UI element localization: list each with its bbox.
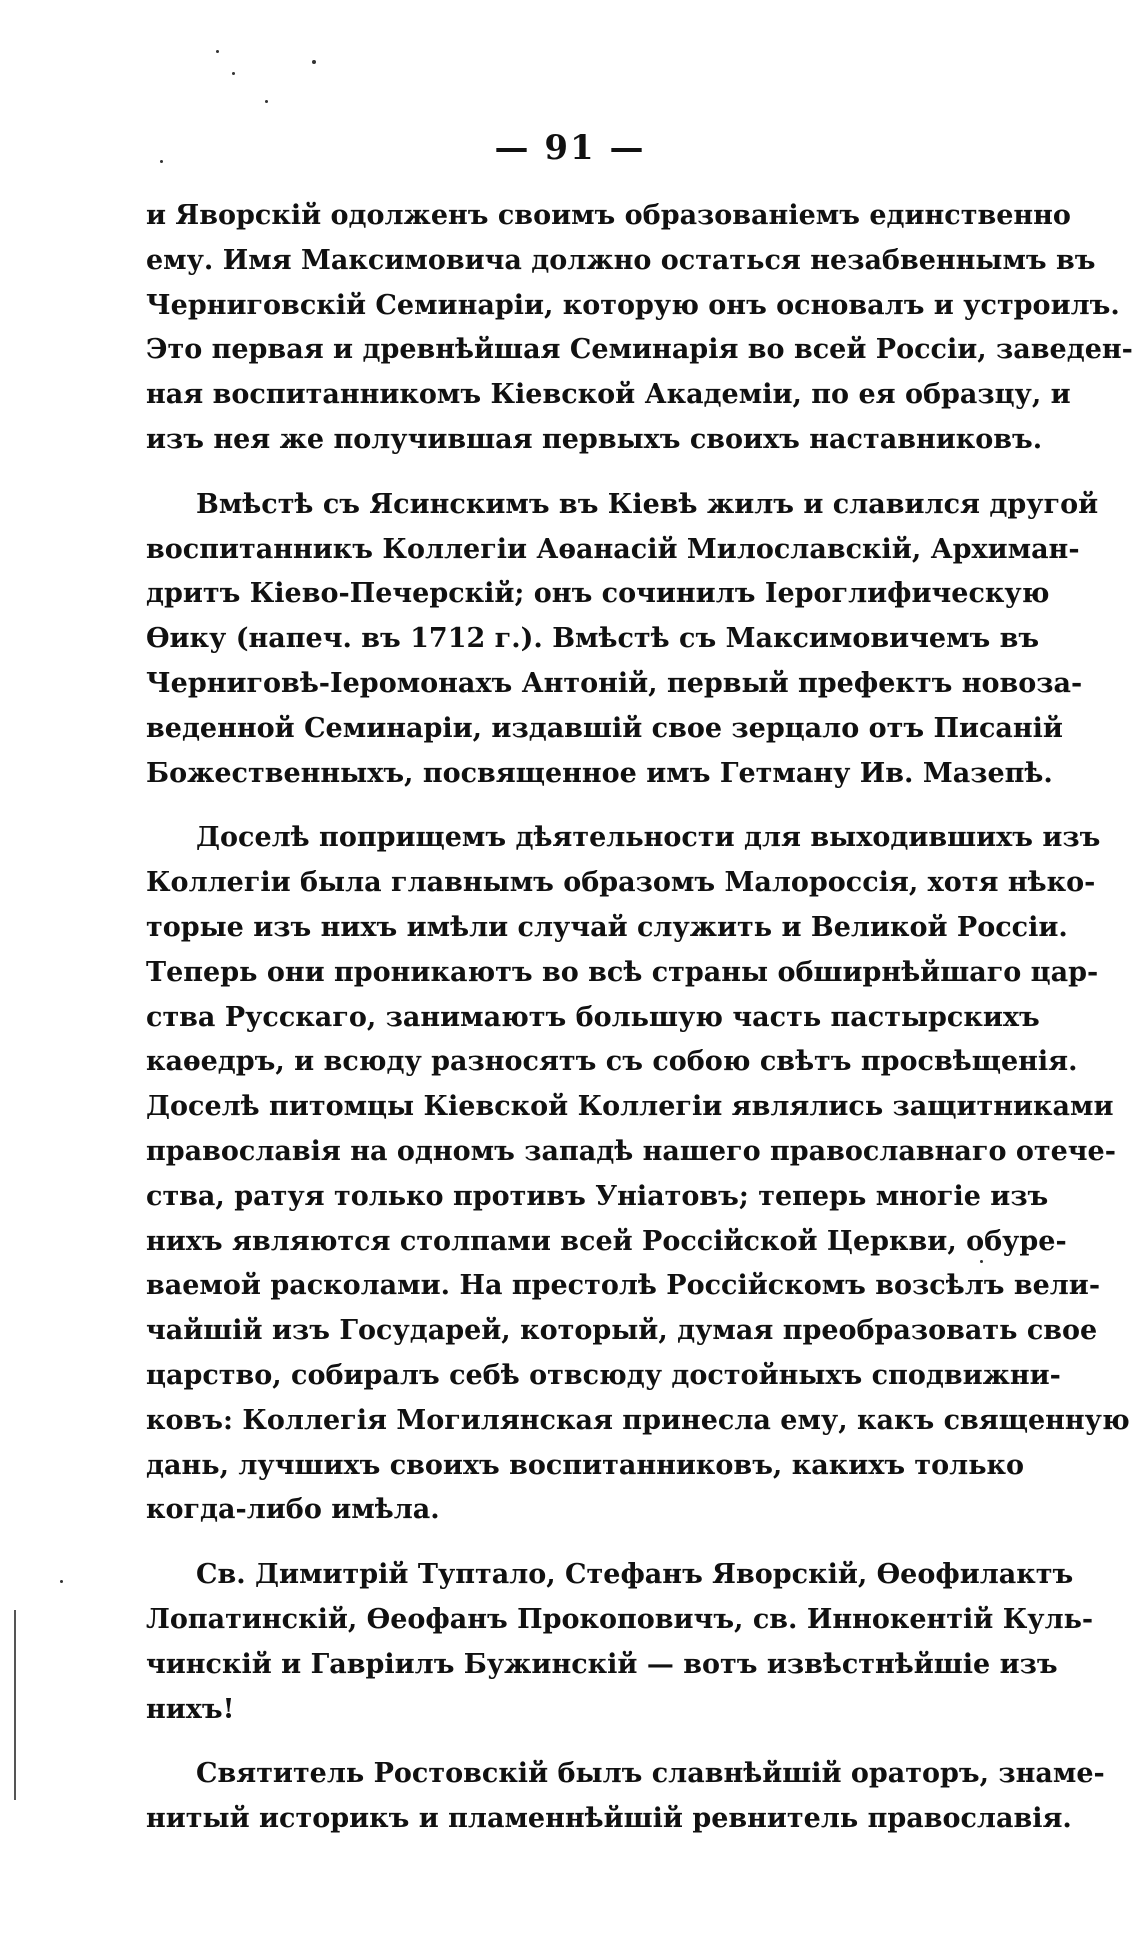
text-line: православія на одномъ западѣ нашего православнаго отече- (146, 1135, 1116, 1167)
scan-speck (232, 72, 235, 75)
text-line: чинскій и Гавріилъ Бужинскій — вотъ извѣстнѣйшіе изъ (146, 1648, 1058, 1680)
text-line: Черниговѣ-Іеромонахъ Антоній, первый префектъ новоза- (146, 667, 1083, 699)
scan-speck (160, 160, 163, 163)
text-line: Вмѣстѣ съ Ясинскимъ въ Кіевѣ жилъ и славился другой (196, 488, 1099, 520)
paragraph (146, 1553, 1094, 1732)
text-line: и Яворскій одолженъ своимъ образованіемъ единственно (146, 200, 1071, 231)
paragraph (146, 483, 1099, 797)
page-number: — 91 — (494, 128, 646, 168)
text-line: Это первая и древнѣйшая Семинарія во всей Россіи, заведен- (146, 334, 1133, 366)
paragraph-gap (146, 463, 974, 483)
text-line: нитый историкъ и пламеннѣйшій ревнитель православія. (146, 1803, 1072, 1835)
text-line: чайшій изъ Государей, который, думая преобразовать свое (146, 1315, 1098, 1347)
text-line: ковъ: Коллегія Могилянская принесла ему, какъ священную (146, 1404, 1130, 1436)
text-line: Св. Димитрій Туптало, Стефанъ Яворскій, Ѳеофилактъ (196, 1559, 1074, 1591)
paragraph (146, 194, 1133, 463)
text-line: Святитель Ростовскій былъ славнѣйшій ораторъ, знаме- (196, 1758, 1105, 1790)
text-line: Божественныхъ, посвященное имъ Гетману Ив. Мазепѣ. (146, 757, 1053, 789)
text-line: ему. Имя Максимовича должно остаться незабвеннымъ въ (146, 244, 1096, 276)
text-line: Коллегіи была главнымъ образомъ Малороссія, хотя нѣко- (146, 867, 1096, 899)
text-line: изъ нея же получившая первыхъ своихъ наставниковъ. (146, 423, 1043, 455)
text-line: нихъ! (146, 1693, 235, 1725)
scan-speck (265, 100, 268, 103)
text-line: дритъ Кіево-Печерскій; онъ сочинилъ Іероглифическую (146, 578, 1050, 610)
body-text (146, 194, 1133, 1842)
scan-speck (312, 60, 316, 64)
text-line: когда-либо имѣла. (146, 1494, 440, 1526)
text-line: ная воспитанникомъ Кіевской Академіи, по ея образцу, и (146, 379, 1071, 411)
text-line: Ѳику (напеч. въ 1712 г.). Вмѣстѣ съ Максимовичемъ въ (146, 623, 1040, 655)
text-line: нихъ являются столпами всей Россійской Церкви, обуре- (146, 1225, 1067, 1257)
text-line: ваемой расколами. На престолѣ Россійскомъ возсѣлъ вели- (146, 1270, 1101, 1302)
text-line: веденной Семинаріи, издавшій свое зерцало отъ Писаній (146, 712, 1063, 744)
text-line: ства, ратуя только противъ Уніатовъ; теперь многіе изъ (146, 1180, 1049, 1212)
paragraph-gap (146, 1533, 974, 1553)
scan-speck (216, 50, 219, 53)
text-line: каѳедръ, и всюду разносятъ съ собою свѣтъ просвѣщенія. (146, 1046, 1078, 1078)
text-line: Черниговскій Семинаріи, которую онъ основалъ и устроилъ. (146, 289, 1120, 321)
text-line: царство, собиралъ себѣ отвсюду достойныхъ сподвижни- (146, 1359, 1061, 1391)
scan-edge-line (14, 1610, 16, 1800)
text-line: воспитанникъ Коллегіи Аѳанасій Милославскій, Архиман- (146, 533, 1080, 565)
text-line: Доселѣ поприщемъ дѣятельности для выходившихъ изъ (196, 822, 1101, 854)
paragraph (146, 816, 1130, 1533)
text-line: дань, лучшихъ своихъ воспитанниковъ, какихъ только (146, 1449, 1025, 1481)
scan-speck (60, 1580, 63, 1583)
text-line: Теперь они проникаютъ во всѣ страны обширнѣйшаго цар- (146, 956, 1099, 988)
text-line: ства Русскаго, занимаютъ большую часть пастырскихъ (146, 1001, 1040, 1033)
text-line: Доселѣ питомцы Кіевской Коллегіи являлись защитниками (146, 1091, 1114, 1123)
scan-speck (980, 1260, 983, 1263)
text-line: торые изъ нихъ имѣли случай служить и Великой Россіи. (146, 911, 1068, 943)
text-line: Лопатинскій, Ѳеофанъ Прокоповичъ, св. Иннокентій Куль- (146, 1603, 1094, 1635)
paragraph-gap (146, 796, 974, 816)
paragraph-gap (146, 1732, 974, 1752)
paragraph (146, 1752, 1105, 1842)
